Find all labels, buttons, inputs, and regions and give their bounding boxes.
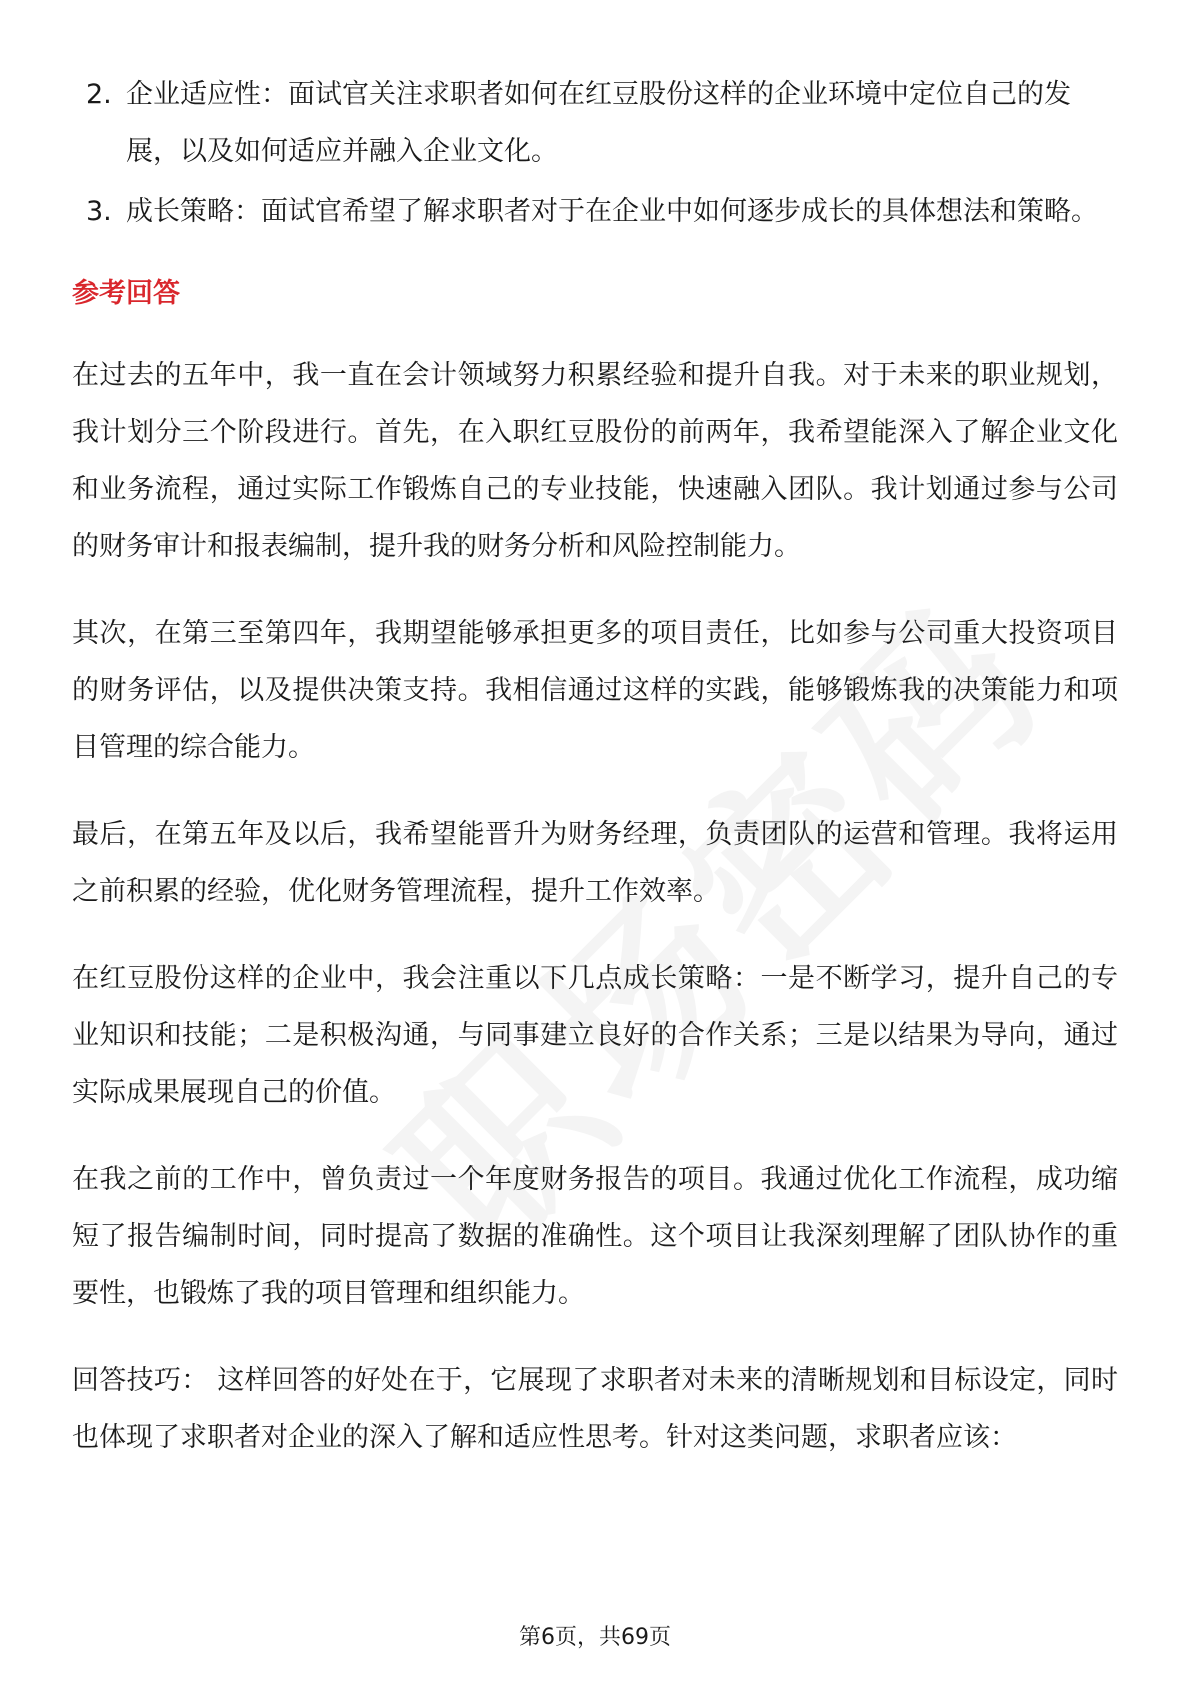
- paragraph: 其次，在第三至第四年，我期望能够承担更多的项目责任，比如参与公司重大投资项目的财务评估，以及提供决策支持。我相信通过这样的实践，能够锻炼我的决策能力和项目管理的综合能力。: [72, 618, 1118, 763]
- paragraph: 在过去的五年中，我一直在会计领域努力积累经验和提升自我。对于未来的职业规划，我计划分三个阶段进行。首先，在入职红豆股份的前两年，我希望能深入了解企业文化和业务流程，通过实际工作锻炼自己的专业技能，快速融入团队。我计划通过参与公司的财务审计和报表编制，提升我的财务分析和风险控制能力。: [72, 360, 1118, 562]
- paragraph: 在红豆股份这样的企业中，我会注重以下几点成长策略：一是不断学习，提升自己的专业知识和技能；二是积极沟通，与同事建立良好的合作关系；三是以结果为导向，通过实际成果展现自己的价值。: [72, 963, 1118, 1108]
- page-number-footer: 第6页，共69页: [519, 1625, 671, 1650]
- list-item-text: 成长策略：面试官希望了解求职者对于在企业中如何逐步成长的具体想法和策略。: [126, 196, 1098, 227]
- paragraph: 在我之前的工作中，曾负责过一个年度财务报告的项目。我通过优化工作流程，成功缩短了报告编制时间，同时提高了数据的准确性。这个项目让我深刻理解了团队协作的重要性，也锻炼了我的项目管理和组织能力。: [72, 1164, 1118, 1309]
- list-item: [72, 66, 1118, 180]
- list-item-number: 2.: [86, 79, 112, 110]
- list-item-number: 3.: [86, 196, 112, 227]
- list-item: [72, 183, 1118, 240]
- numbered-list: [72, 66, 1118, 240]
- section-heading-reference-answer: 参考回答: [72, 278, 180, 309]
- paragraph: 最后，在第五年及以后，我希望能晋升为财务经理，负责团队的运营和管理。我将运用之前积累的经验，优化财务管理流程，提升工作效率。: [72, 819, 1118, 907]
- paragraph-answer-tips: 回答技巧： 这样回答的好处在于，它展现了求职者对未来的清晰规划和目标设定，同时也体现了求职者对企业的深入了解和适应性思考。针对这类问题，求职者应该：: [72, 1365, 1118, 1453]
- list-item-text: 企业适应性：面试官关注求职者如何在红豆股份这样的企业环境中定位自己的发展，以及如何适应并融入企业文化。: [126, 79, 1071, 167]
- page-content: [72, 66, 1118, 1496]
